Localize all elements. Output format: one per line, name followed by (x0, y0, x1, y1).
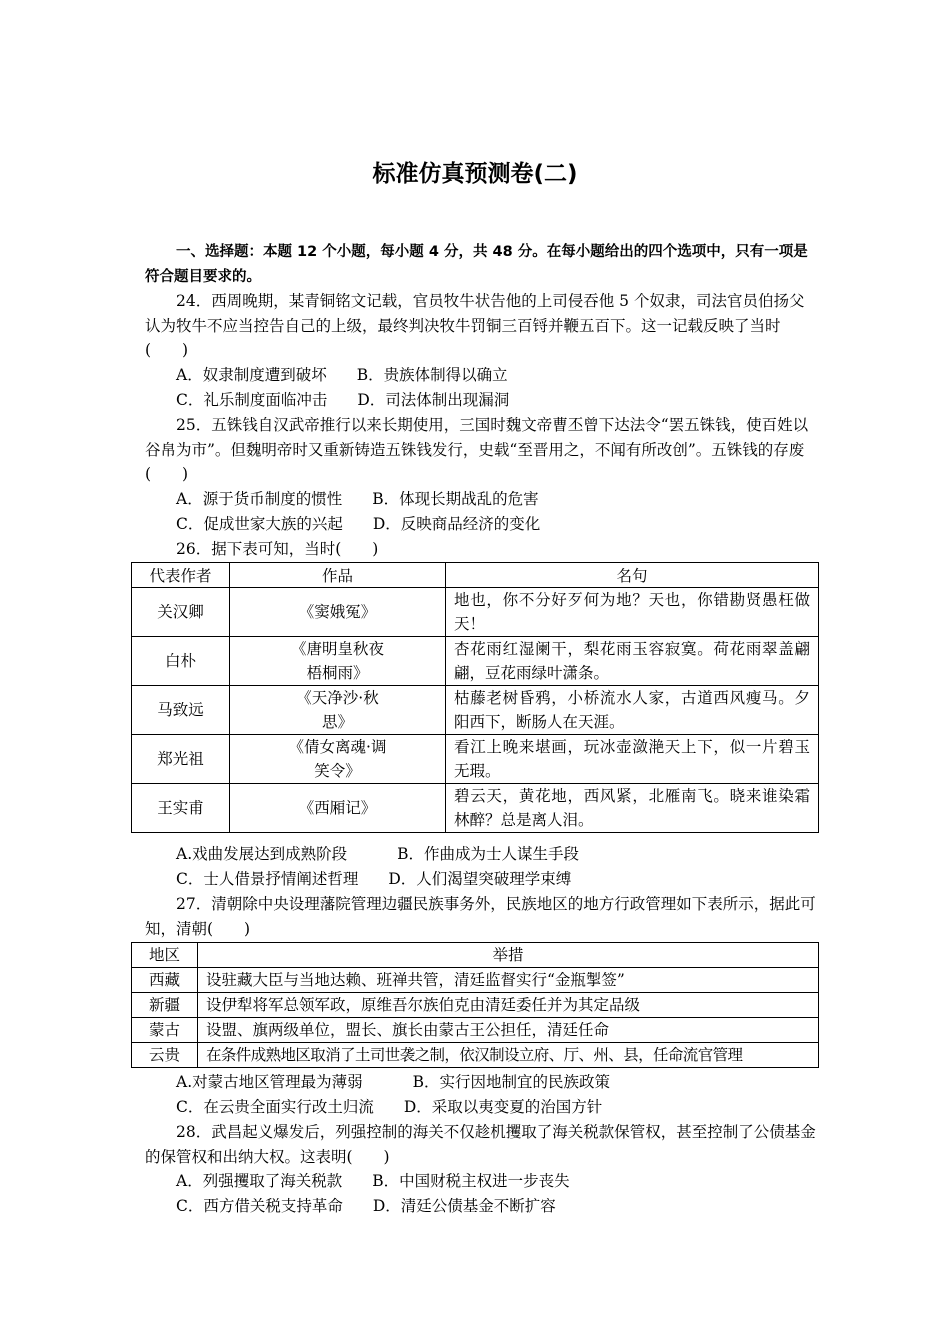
option-28-a: A．列强攫取了海关税款 (176, 1172, 343, 1190)
author-cell: 马致远 (132, 686, 230, 735)
quote-cell: 地也，你不分好歹何为地？天也，你错勘贤愚枉做天！ (446, 588, 819, 637)
table-row (132, 1043, 819, 1068)
question-27-options-row2 (176, 1095, 602, 1120)
table-row (132, 588, 819, 637)
option-24-a: A．奴隶制度遭到破坏 (176, 366, 327, 384)
table-row (132, 784, 819, 833)
option-26-c: C．士人借景抒情阐述哲理 (176, 870, 359, 888)
work-cell: 《倩女离魂·调笑令》 (230, 735, 446, 784)
option-25-d: D．反映商品经济的变化 (372, 515, 541, 533)
work-cell: 《西厢记》 (230, 784, 446, 833)
option-26-a: A.戏曲发展达到成熟阶段 (176, 845, 348, 863)
measure-cell: 设盟、旗两级单位，盟长、旗长由蒙古王公担任，清廷任命 (198, 1018, 819, 1043)
page-title: 标准仿真预测卷(二) (372, 161, 578, 187)
question-27-stem: 27．清朝除中央设理藩院管理边疆民族事务外，民族地区的地方行政管理如下表所示，据此可知，清朝( ) (145, 895, 816, 938)
option-25-c: C．促成世家大族的兴起 (176, 515, 343, 533)
table-header-row (132, 943, 819, 968)
question-28-stem: 28．武昌起义爆发后，列强控制的海关不仅趁机攫取了海关税款保管权，甚至控制了公债基金的保管权和出纳大权。这表明( ) (145, 1123, 816, 1166)
option-24-c: C．礼乐制度面临冲击 (176, 391, 328, 409)
section-header: 一、选择题：本题 12 个小题，每小题 4 分，共 48 分。在每小题给出的四个选项中，只有一项是符合题目要求的。 (145, 244, 808, 285)
works-table (131, 562, 819, 833)
header-measure: 举措 (198, 943, 819, 968)
table-row (132, 637, 819, 686)
quote-cell: 杏花雨红湿阑干，梨花雨玉容寂寞。荷花雨翠盖翩翩，豆花雨绿叶潇条。 (446, 637, 819, 686)
table-row (132, 1018, 819, 1043)
option-24-d: D．司法体制出现漏洞 (357, 391, 510, 409)
question-27-options-row1 (176, 1070, 610, 1095)
policy-table (131, 942, 819, 1068)
question-26-stem: 26．据下表可知，当时( ) (176, 540, 379, 558)
table-row (132, 735, 819, 784)
question-24-options-row1 (176, 363, 508, 388)
measure-cell: 设伊犁将军总领军政，原维吾尔族伯克由清廷委任并为其定品级 (198, 993, 819, 1018)
option-27-c: C．在云贵全面实行改土归流 (176, 1098, 374, 1116)
region-cell: 新疆 (132, 993, 198, 1018)
option-27-a: A.对蒙古地区管理最为薄弱 (176, 1073, 363, 1091)
work-cell: 《唐明皇秋夜梧桐雨》 (230, 637, 446, 686)
measure-cell: 在条件成熟地区取消了土司世袭之制，依汉制设立府、厅、州、县，任命流官管理 (198, 1043, 819, 1068)
question-24-options-row2 (176, 388, 509, 413)
header-region: 地区 (132, 943, 198, 968)
option-27-b: B．实行因地制宜的民族政策 (412, 1073, 611, 1091)
question-28-options-row1 (176, 1169, 570, 1194)
option-26-b: B．作曲成为士人谋生手段 (397, 845, 580, 863)
table-row (132, 968, 819, 993)
author-cell: 关汉卿 (132, 588, 230, 637)
option-25-a: A．源于货币制度的惯性 (176, 490, 343, 508)
question-25-options-row2 (176, 512, 540, 537)
measure-cell: 设驻藏大臣与当地达赖、班禅共管，清廷监督实行“金瓶掣签” (198, 968, 819, 993)
question-25-stem: 25．五铢钱自汉武帝推行以来长期使用，三国时魏文帝曹丕曾下达法令“罢五铢钱，使百姓以谷帛为市”。但魏明帝时又重新铸造五铢钱发行，史载“至晋用之，不闻有所改创”。五铢钱的存废( ) (145, 416, 809, 483)
table-header-row (132, 563, 819, 588)
work-cell: 《窦娥冤》 (230, 588, 446, 637)
author-cell: 郑光祖 (132, 735, 230, 784)
option-24-b: B．贵族体制得以确立 (356, 366, 508, 384)
option-25-b: B．体现长期战乱的危害 (372, 490, 539, 508)
header-author: 代表作者 (132, 563, 230, 588)
author-cell: 白朴 (132, 637, 230, 686)
quote-cell: 看江上晚来堪画，玩冰壶潋滟天上下，似一片碧玉无瑕。 (446, 735, 819, 784)
option-27-d: D．采取以夷变夏的治国方针 (403, 1098, 603, 1116)
quote-cell: 枯藤老树昏鸦，小桥流水人家，古道西风瘦马。夕阳西下，断肠人在天涯。 (446, 686, 819, 735)
region-cell: 西藏 (132, 968, 198, 993)
author-cell: 王实甫 (132, 784, 230, 833)
question-26-options-row2 (176, 867, 571, 892)
option-28-d: D．清廷公债基金不断扩容 (372, 1197, 556, 1215)
option-26-d: D．人们渴望突破理学束缚 (388, 870, 572, 888)
quote-cell: 碧云天，黄花地，西风紧，北雁南飞。晓来谁染霜林醉？总是离人泪。 (446, 784, 819, 833)
question-28-options-row2 (176, 1194, 556, 1219)
table-row (132, 686, 819, 735)
option-28-c: C．西方借关税支持革命 (176, 1197, 343, 1215)
option-28-b: B．中国财税主权进一步丧失 (372, 1172, 570, 1190)
work-cell: 《天净沙·秋思》 (230, 686, 446, 735)
header-work: 作品 (230, 563, 446, 588)
region-cell: 蒙古 (132, 1018, 198, 1043)
question-26-options-row1 (176, 842, 579, 867)
region-cell: 云贵 (132, 1043, 198, 1068)
question-24-stem: 24．西周晚期，某青铜铭文记载，官员牧牛状告他的上司侵吞他 5 个奴隶，司法官员伯扬父认为牧牛不应当控告自己的上级，最终判决牧牛罚铜三百锊并鞭五百下。这一记载反映了当时( ) (145, 292, 805, 359)
table-row (132, 993, 819, 1018)
question-25-options-row1 (176, 487, 539, 512)
header-quote: 名句 (446, 563, 819, 588)
